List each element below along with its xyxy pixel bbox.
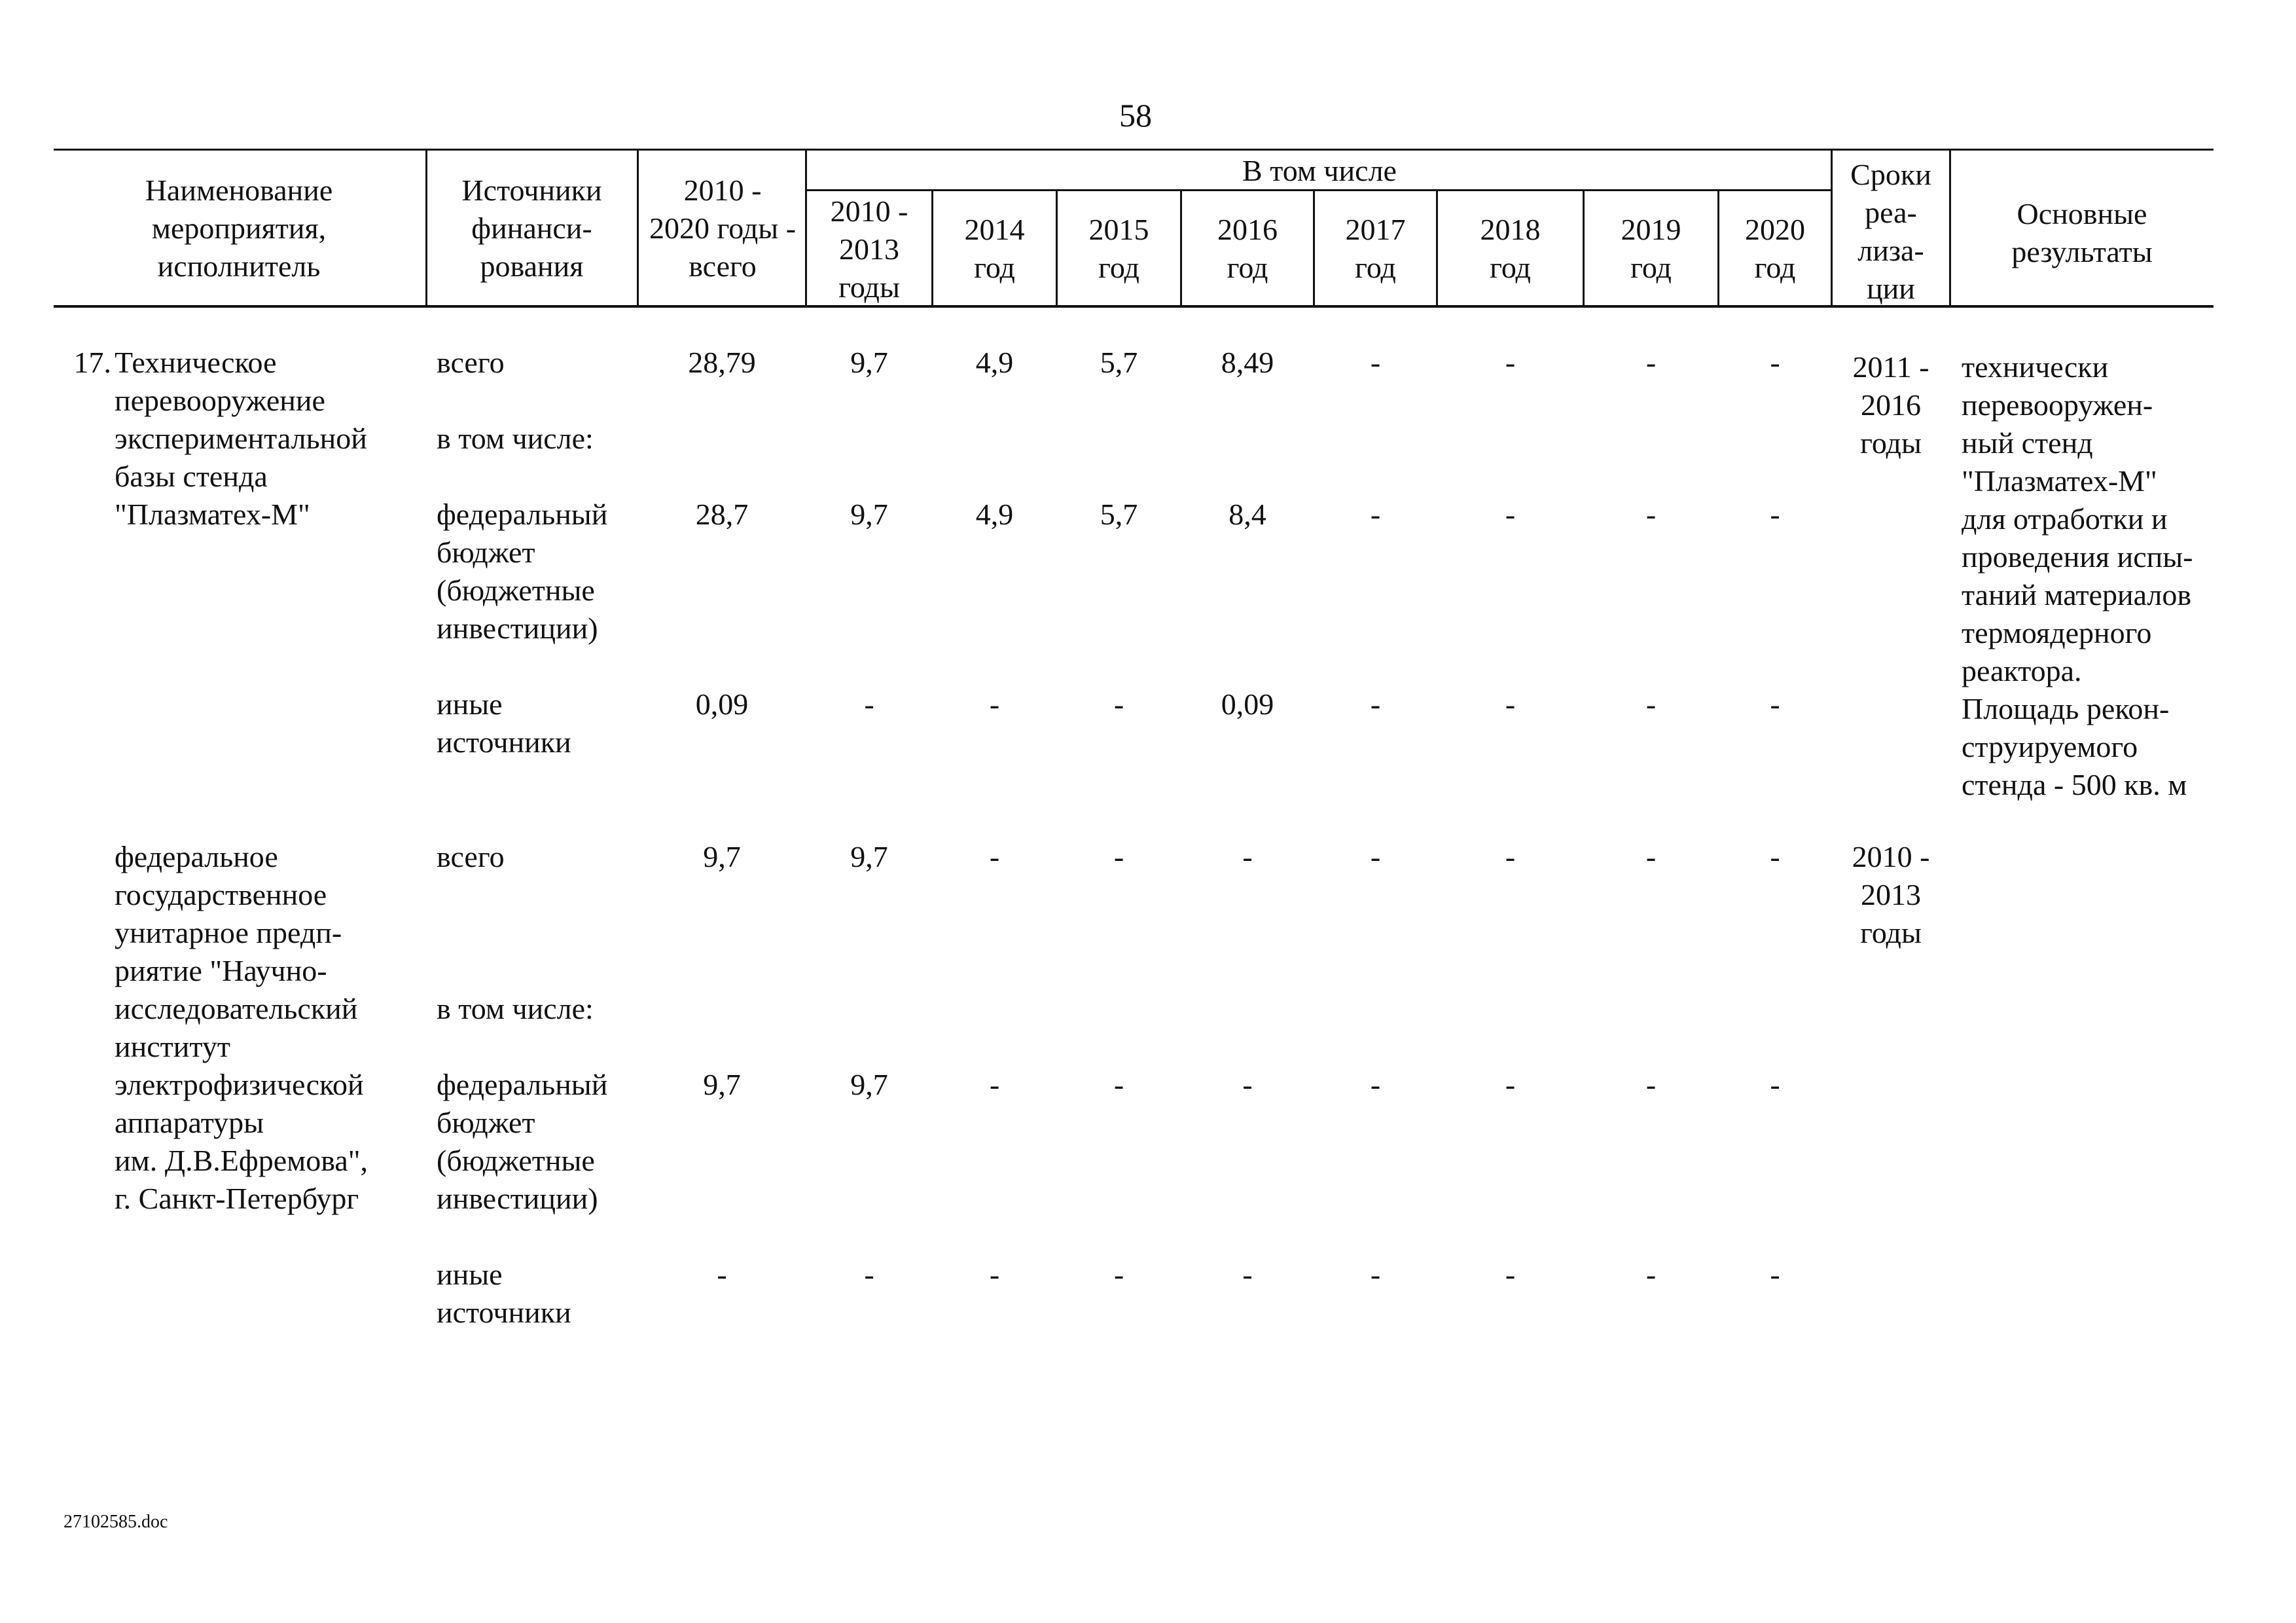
value-cell: - <box>1113 840 1124 873</box>
header-year: 2010 - 2013 годы <box>830 194 908 304</box>
value-cell: - <box>1370 840 1381 873</box>
value-cell: - <box>1505 840 1516 873</box>
value-total: 9,7 <box>703 840 741 873</box>
value-cell: 4,9 <box>975 498 1014 531</box>
value-cell: - <box>1770 498 1780 531</box>
header-year: 2019 год <box>1621 213 1681 284</box>
value-cell: 9,7 <box>850 1068 888 1101</box>
header-year: 2017 год <box>1345 213 1406 284</box>
value-cell: 5,7 <box>1100 498 1138 531</box>
source-label: федеральный бюджет (бюджетные инвестиции) <box>437 1068 608 1215</box>
value-cell: - <box>1645 346 1657 379</box>
value-total: - <box>717 1258 727 1291</box>
value-cell: - <box>1370 687 1381 721</box>
executor-name: федеральное государственное унитарное предп- риятие "Научно- исследовательский институт электрофизической аппаратуры им. Д.В.Ефремова", г. Санкт-Петербург <box>115 840 368 1215</box>
value-total: 9,7 <box>703 1068 741 1101</box>
value-cell: - <box>1645 498 1657 531</box>
value-total: 0,09 <box>695 687 749 721</box>
value-cell: - <box>1370 1068 1381 1101</box>
value-total: 28,79 <box>688 346 756 379</box>
value-cell: - <box>1770 1258 1780 1291</box>
table-row <box>0 496 2296 535</box>
value-cell: - <box>989 1068 1000 1101</box>
header-year: 2018 год <box>1480 213 1541 284</box>
implementation-term: 2010 - 2013 годы <box>1852 840 1930 949</box>
value-cell: - <box>1505 687 1516 721</box>
value-cell: 8,49 <box>1221 346 1274 379</box>
value-cell: - <box>1505 498 1516 531</box>
implementation-term: 2011 - 2016 годы <box>1852 350 1929 460</box>
header-name: Наименование мероприятия, исполнитель <box>145 173 333 283</box>
source-label: иные источники <box>437 687 571 759</box>
value-cell: - <box>1505 346 1516 379</box>
value-cell: - <box>1770 346 1780 379</box>
table-row <box>0 1066 2296 1105</box>
value-cell: - <box>1645 687 1657 721</box>
table-row <box>0 685 2296 725</box>
col-divider <box>425 149 427 307</box>
header-terms: Сроки реа- лиза- ции <box>1850 158 1931 305</box>
table-row <box>0 344 2296 383</box>
value-cell: - <box>1505 1258 1516 1291</box>
value-cell: - <box>1770 840 1780 873</box>
source-label: всего <box>437 346 505 379</box>
source-label: в том числе: <box>437 992 594 1025</box>
value-cell: - <box>1242 1258 1253 1291</box>
header-year: 2020 год <box>1745 213 1805 284</box>
value-cell: - <box>864 1258 874 1291</box>
value-cell: - <box>989 840 1000 873</box>
value-cell: - <box>1645 1068 1657 1101</box>
value-cell: 5,7 <box>1100 346 1138 379</box>
header-results: Основные результаты <box>2011 197 2153 268</box>
footer-filename: 27102585.doc <box>63 1512 168 1532</box>
value-cell: - <box>1770 687 1780 721</box>
value-cell: - <box>1113 687 1124 721</box>
source-label: всего <box>437 840 505 873</box>
source-label: иные источники <box>437 1258 571 1329</box>
value-cell: 4,9 <box>975 346 1014 379</box>
page-number: 58 <box>1119 97 1152 134</box>
value-cell: 9,7 <box>850 840 888 873</box>
source-label: федеральный бюджет (бюджетные инвестиции) <box>437 498 608 645</box>
value-cell: - <box>1645 1258 1657 1291</box>
value-cell: - <box>1645 840 1657 873</box>
value-cell: - <box>1113 1258 1124 1291</box>
value-cell: - <box>989 687 1000 721</box>
value-cell: - <box>1770 1068 1780 1101</box>
table-row <box>0 1256 2296 1295</box>
value-cell: - <box>1113 1068 1124 1101</box>
main-result: технически перевооружен- ный стенд "Плазматех-М" для отработки и проведения испы- таний материалов термоядерного реактора. Площадь рекон- струируемого стенда - 500 кв. м <box>1962 350 2193 801</box>
header-year: 2014 год <box>964 213 1025 284</box>
header-including: В том числе <box>1242 154 1397 187</box>
value-total: 28,7 <box>695 498 749 531</box>
value-cell: 9,7 <box>850 346 888 379</box>
item-number: 17. <box>73 346 111 379</box>
value-cell: 8,4 <box>1229 498 1266 531</box>
value-cell: - <box>1242 1068 1253 1101</box>
source-label: в том числе: <box>437 422 594 455</box>
value-cell: - <box>989 1258 1000 1291</box>
header-top-rule <box>54 149 2214 151</box>
value-cell: - <box>1370 498 1381 531</box>
value-cell: - <box>864 687 874 721</box>
value-cell: - <box>1370 1258 1381 1291</box>
header-total: 2010 - 2020 годы - всего <box>649 173 797 283</box>
header-year: 2015 год <box>1088 213 1149 284</box>
item-name: Техническое перевооружение экспериментальной базы стенда "Плазматех-М" <box>115 346 367 531</box>
value-cell: - <box>1370 346 1381 379</box>
header-sources: Источники финанси- рования <box>461 173 602 283</box>
header-year: 2016 год <box>1217 213 1278 284</box>
value-cell: - <box>1505 1068 1516 1101</box>
value-cell: 0,09 <box>1221 687 1274 721</box>
value-cell: - <box>1242 840 1253 873</box>
table-row <box>0 838 2296 877</box>
value-cell: 9,7 <box>850 498 888 531</box>
